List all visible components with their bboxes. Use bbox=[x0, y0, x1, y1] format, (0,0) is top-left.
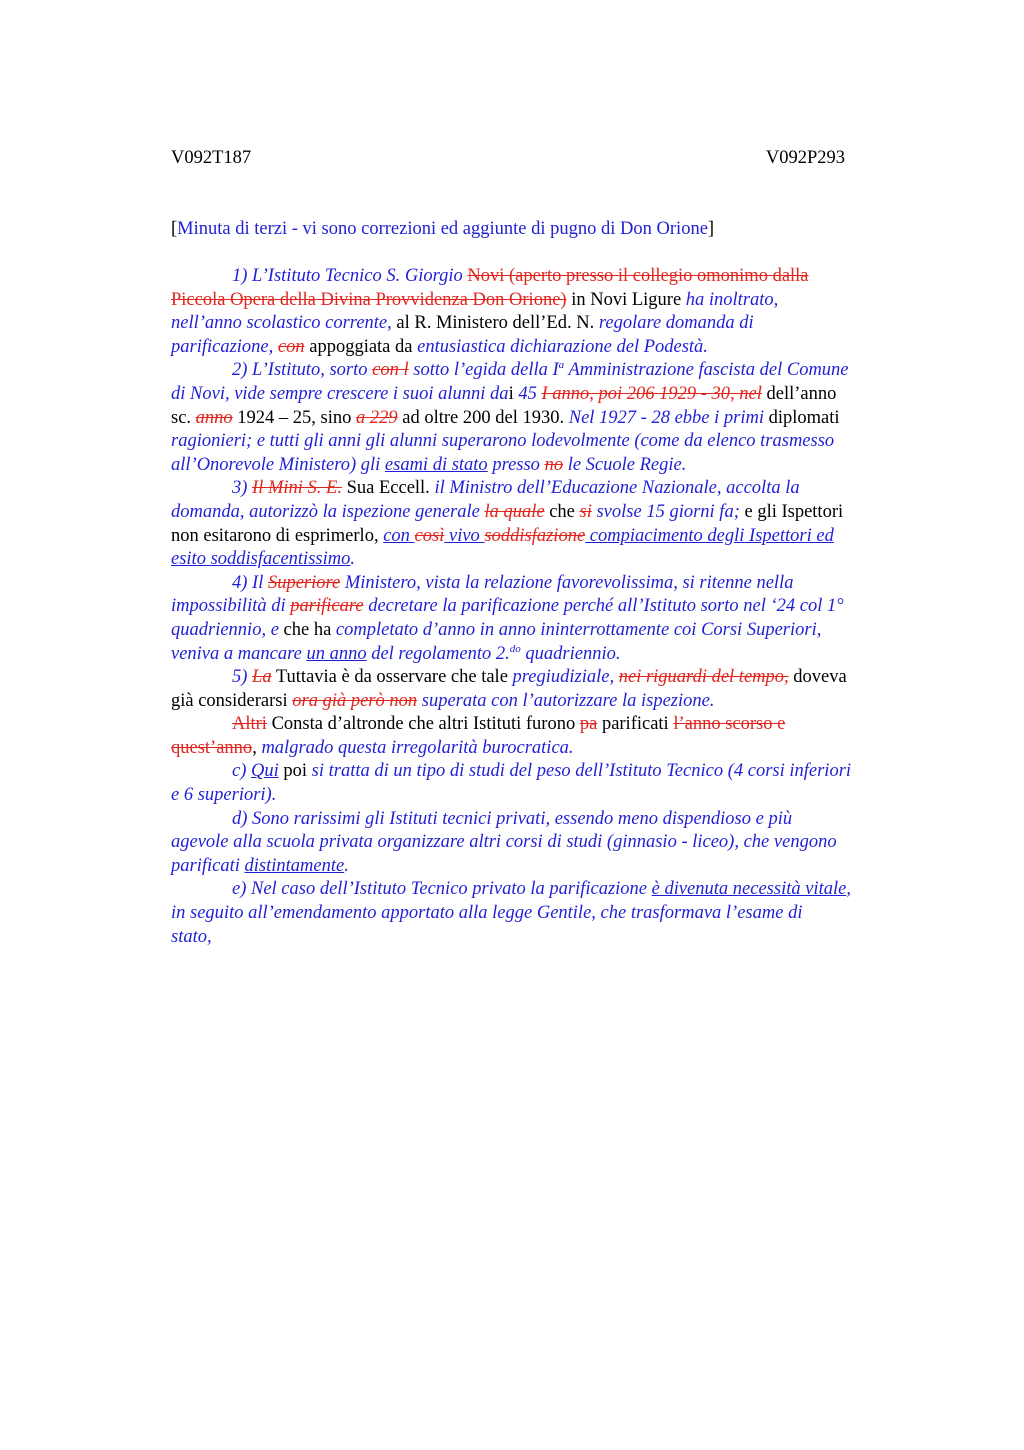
text-run: completato d’anno in anno ininterrottamente coi Corsi Superiori, bbox=[335, 619, 822, 640]
text-run: pregiudiziale, bbox=[512, 667, 619, 688]
text-run: d) Sono rarissimi gli Istituti tecnici privati, essendo meno dispendioso e più bbox=[232, 808, 793, 829]
text-run: 1924 – 25, sino bbox=[232, 407, 357, 428]
text-run: Piccola Opera della Divina Provvidenza Don Orione) bbox=[171, 289, 567, 310]
text-line bbox=[171, 713, 931, 737]
text-line bbox=[171, 737, 931, 761]
text-line bbox=[171, 407, 931, 431]
text-run: un anno bbox=[306, 643, 367, 664]
text-run: soddisfazione bbox=[484, 525, 586, 546]
text-run: [ bbox=[171, 219, 178, 239]
text-line bbox=[171, 619, 931, 643]
document-code-right: V092P293 bbox=[765, 148, 845, 168]
text-run: sotto l’egida della I bbox=[408, 360, 559, 381]
text-run: che bbox=[544, 501, 580, 522]
text-line bbox=[171, 477, 931, 501]
text-run: che ha bbox=[278, 619, 336, 640]
paragraph-9 bbox=[171, 878, 931, 949]
document-body bbox=[171, 265, 931, 949]
text-run: Nel 1927 - 28 ebbe i primi bbox=[568, 407, 764, 428]
text-run: regolare domanda di bbox=[598, 313, 754, 334]
text-run: i bbox=[508, 383, 514, 404]
text-line bbox=[171, 595, 931, 619]
text-run: dell’anno bbox=[761, 383, 837, 404]
text-run: a bbox=[558, 359, 565, 372]
text-line bbox=[171, 690, 931, 714]
text-line bbox=[171, 572, 931, 596]
text-line bbox=[171, 265, 931, 289]
text-run: , bbox=[846, 879, 851, 900]
text-run: veniva a mancare bbox=[171, 643, 307, 664]
paragraph-5 bbox=[171, 666, 931, 713]
text-run: nell’anno scolastico corrente, bbox=[171, 313, 392, 334]
text-run: si tratta di un tipo di studi del peso dell’Istituto Tecnico (4 corsi inferiori bbox=[311, 761, 852, 782]
editorial-note bbox=[171, 217, 931, 241]
text-run: presso bbox=[487, 454, 545, 475]
text-run: e gli Ispettori bbox=[739, 501, 844, 522]
paragraph-6 bbox=[171, 713, 931, 760]
header-codes bbox=[171, 146, 845, 170]
text-run: Novi (aperto presso il collegio omonimo dalla bbox=[467, 266, 809, 286]
text-run: do bbox=[509, 642, 521, 655]
paragraph-7 bbox=[171, 760, 931, 807]
text-run: non esitarono di esprimerlo, bbox=[171, 525, 384, 546]
text-line bbox=[171, 548, 931, 572]
text-line bbox=[171, 454, 931, 478]
text-run: le Scuole Regie. bbox=[563, 454, 687, 475]
text-run: domanda, autorizzò la ispezione generale bbox=[171, 501, 485, 522]
text-run: quadriennio. bbox=[520, 643, 621, 664]
text-run: ad oltre 200 del 1930. bbox=[397, 407, 569, 428]
text-line bbox=[171, 784, 931, 808]
text-run: già considerarsi bbox=[171, 690, 293, 711]
text-run: all’Onorevole Ministero) gli bbox=[171, 454, 385, 475]
text-run: Altri bbox=[232, 714, 267, 735]
text-line bbox=[171, 855, 931, 879]
text-run: la quale bbox=[484, 501, 545, 522]
text-run: così bbox=[414, 525, 445, 546]
text-run: Consta d’altronde che altri Istituti furono bbox=[266, 714, 580, 735]
text-run: malgrado questa irregolarità burocratica. bbox=[261, 737, 574, 758]
text-run: poi bbox=[278, 761, 312, 782]
text-run: ora già però non bbox=[292, 690, 418, 711]
text-run: esito soddisfacentissimo bbox=[171, 549, 351, 570]
text-run: 1) L’Istituto Tecnico S. Giorgio bbox=[232, 266, 468, 286]
text-run: no bbox=[544, 454, 564, 475]
paragraph-8 bbox=[171, 808, 931, 879]
text-run: pa bbox=[579, 714, 598, 735]
text-run: Superiore bbox=[267, 572, 341, 593]
text-run: superata con l’autorizzare la ispezione. bbox=[417, 690, 715, 711]
text-run: del regolamento 2. bbox=[366, 643, 510, 664]
text-line bbox=[171, 525, 931, 549]
text-run: parificazione, bbox=[171, 336, 278, 357]
text-run: svolse 15 giorni fa; bbox=[591, 501, 740, 522]
text-run: distintamente bbox=[244, 855, 345, 876]
text-run: è divenuta necessità vitale bbox=[651, 879, 847, 900]
text-run: al R. Ministero dell’Ed. N. bbox=[391, 313, 599, 334]
text-run: con bbox=[383, 525, 415, 546]
text-run: si bbox=[579, 501, 592, 522]
text-run: parificati bbox=[597, 714, 674, 735]
text-run: ] bbox=[707, 219, 715, 239]
text-run: impossibilità di bbox=[171, 596, 291, 617]
text-line bbox=[171, 383, 931, 407]
paragraph-4 bbox=[171, 572, 931, 666]
text-run: 2) L’Istituto, sorto bbox=[232, 360, 373, 381]
text-run: l’anno scorso e bbox=[673, 714, 786, 735]
text-run: 3) bbox=[232, 478, 253, 499]
text-run: parificati bbox=[171, 855, 245, 876]
text-run: Qui bbox=[251, 761, 279, 782]
text-run: La bbox=[252, 667, 272, 688]
text-line bbox=[171, 808, 931, 832]
paragraph-2 bbox=[171, 359, 931, 477]
text-run: sc. bbox=[171, 407, 196, 428]
text-line bbox=[171, 760, 931, 784]
text-run: . bbox=[350, 549, 355, 570]
text-run: compiacimento degli Ispettori ed bbox=[585, 525, 834, 546]
text-line bbox=[171, 902, 931, 926]
text-run: parificare bbox=[290, 596, 364, 617]
text-line bbox=[171, 430, 931, 454]
text-run: anno bbox=[195, 407, 233, 428]
text-run: entusiastica dichiarazione del Podestà. bbox=[417, 336, 708, 357]
text-run: quest’anno bbox=[171, 737, 253, 758]
text-run: ha inoltrato, bbox=[685, 289, 779, 310]
text-run: doveva bbox=[788, 667, 847, 688]
text-line bbox=[171, 878, 931, 902]
text-run: agevole alla scuola privata organizzare altri corsi di studi (ginnasio - liceo), che vengono bbox=[171, 832, 837, 853]
text-run: con l bbox=[372, 360, 409, 381]
text-run: nei riguardi del tempo, bbox=[618, 667, 789, 688]
text-line bbox=[171, 336, 931, 360]
text-line bbox=[171, 501, 931, 525]
text-run: c) bbox=[232, 761, 251, 782]
text-run: e) Nel caso dell’Istituto Tecnico privato la parificazione bbox=[232, 879, 652, 900]
text-line bbox=[171, 666, 931, 690]
text-run: Il Mini S. E. bbox=[252, 478, 342, 499]
text-run: ragionieri; e tutti gli anni gli alunni superarono lodevolmente (come da elenco trasmesso bbox=[171, 431, 835, 452]
text-line bbox=[171, 359, 931, 383]
text-run: appoggiata da bbox=[304, 336, 418, 357]
text-run: , bbox=[252, 737, 262, 758]
text-line bbox=[171, 831, 931, 855]
text-run: il Ministro dell’Educazione Nazionale, accolta la bbox=[434, 478, 800, 499]
paragraph-3 bbox=[171, 477, 931, 571]
text-run: decretare la parificazione perché all’Istituto sorto nel ‘24 col 1° bbox=[363, 596, 844, 617]
text-line bbox=[171, 289, 931, 313]
document-code-left: V092T187 bbox=[171, 148, 252, 168]
text-line bbox=[171, 926, 931, 950]
text-run: in Novi Ligure bbox=[566, 289, 686, 310]
text-run: con bbox=[277, 336, 305, 357]
text-run: Tuttavia è da osservare che tale bbox=[271, 667, 513, 688]
text-run: Ministero, vista la relazione favorevolissima, si ritenne nella bbox=[340, 572, 794, 593]
text-run: diplomati bbox=[764, 407, 840, 428]
text-run: I anno, poi 206 1929 - 30, nel bbox=[541, 383, 762, 404]
text-run: 45 bbox=[513, 383, 542, 404]
text-run: stato, bbox=[171, 926, 212, 947]
text-run: Sua Eccell. bbox=[341, 478, 435, 499]
text-run: vivo bbox=[444, 525, 485, 546]
text-run: 4) Il bbox=[232, 572, 268, 593]
text-run: 5) bbox=[232, 667, 253, 688]
text-run: e 6 superiori). bbox=[171, 785, 277, 806]
text-run: in seguito all’emendamento apportato alla legge Gentile, che trasformava l’esame di bbox=[171, 903, 803, 924]
text-run: . bbox=[344, 855, 349, 876]
text-run: a 229 bbox=[356, 407, 398, 428]
paragraph-1 bbox=[171, 265, 931, 359]
text-run: esami di stato bbox=[384, 454, 488, 475]
text-line bbox=[171, 643, 931, 667]
text-run: quadriennio, e bbox=[171, 619, 279, 640]
text-run: di Novi, vide sempre crescere i suoi alunni da bbox=[171, 383, 509, 404]
text-run: Minuta di terzi - vi sono correzioni ed aggiunte di pugno di Don Orione bbox=[177, 219, 708, 239]
text-line bbox=[171, 312, 931, 336]
text-run: Amministrazione fascista del Comune bbox=[564, 360, 849, 381]
